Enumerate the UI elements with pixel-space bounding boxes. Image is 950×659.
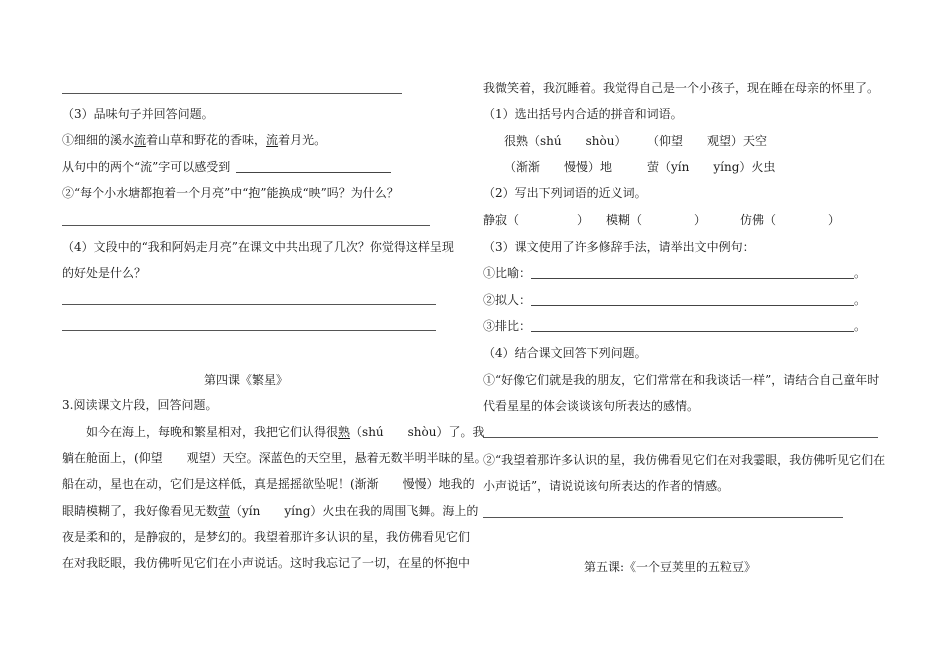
task-3-instruction: 3.阅读课文片段，回答问题。 (62, 398, 218, 412)
q4-line-2: 的好处是什么？ (62, 266, 147, 280)
answer-line[interactable] (62, 225, 430, 226)
underlined-word-liu: 流 (266, 133, 279, 147)
r-q3-personification: ②拟人： 。 (483, 293, 867, 307)
answer-line[interactable] (62, 93, 402, 94)
r-q2-title: （2）写出下列词语的近义词。 (483, 186, 647, 200)
underlined-word-liu: 流 (134, 133, 147, 147)
r-q4-2-line-1: ②“我望着那许多认识的星，我仿佛看见它们在对我霎眼，我仿佛听见它们在 (483, 453, 886, 467)
r-q4-1-line-2: 代看星星的体会谈谈该句所表达的感情。 (483, 399, 700, 413)
answer-line[interactable] (62, 304, 436, 305)
r-q3-title: （3）课文使用了许多修辞手法，请举出文中例句： (483, 240, 755, 254)
r-q1-option-ying[interactable]: 萤（yín yíng）火虫 (647, 160, 776, 174)
passage-line-4: 眼睛模糊了，我好像看见无数萤（yín yíng）火虫在我的周围飞舞。海上的 (62, 504, 479, 518)
answer-blank[interactable] (531, 265, 854, 279)
r-q1-title: （1）选出括号内合适的拼音和词语。 (483, 107, 683, 121)
answer-line[interactable] (483, 437, 878, 438)
passage-line-1: 如今在海上，每晚和繁星相对，我把它们认得很熟（shú shòu）了。我 (86, 425, 485, 439)
r-q2-word-mohu: 模糊（ ） (606, 213, 707, 227)
q3-sentence-1: ①细细的溪水流着山草和野花的香味，流着月光。 (62, 133, 327, 147)
q4-line-1: （4）文段中的“我和阿妈走月亮”在课文中共出现了几次？你觉得这样呈现 (62, 240, 454, 254)
answer-line[interactable] (483, 517, 843, 518)
lesson-5-title: 第五课:《一个豆荚里的五粒豆》 (584, 560, 757, 574)
answer-blank[interactable] (236, 159, 391, 173)
r-q1-option-jianjian[interactable]: （渐渐 慢慢）地 (504, 160, 613, 174)
lesson-4-title: 第四课《繁星》 (204, 373, 289, 387)
r-q4-title: （4）结合课文回答下列问题。 (483, 346, 647, 360)
r-q4-1-line-1: ①“好像它们就是我的朋友，它们常常在和我谈话一样”，请结合自己童年时 (483, 373, 880, 387)
r-q4-2-line-2: 小声说话”，请说说该句所表达的作者的情感。 (483, 479, 730, 493)
r-q2-word-fangfu: 仿佛（ ） (740, 213, 841, 227)
answer-blank[interactable] (531, 318, 854, 332)
q3-sentence-2: ②“每个小水塘都抱着一个月亮”中“抱”能换成“映”吗？为什么？ (62, 186, 399, 200)
q3-title: （3）品味句子并回答问题。 (62, 107, 214, 121)
answer-blank[interactable] (531, 292, 854, 306)
r-q3-parallelism: ③排比： 。 (483, 319, 867, 333)
r-q1-option-yangwang[interactable]: （仰望 观望）天空 (647, 134, 768, 148)
passage-line-5: 夜是柔和的，是静寂的，是梦幻的。我望着那许多认识的星，我仿佛看见它们 (62, 530, 471, 544)
q3-sentence-1-question: 从句中的两个“流”字可以感受到 (62, 159, 391, 175)
underlined-char-ying: 萤 (218, 504, 231, 518)
r-q3-metaphor: ①比喻： 。 (483, 266, 867, 280)
r-q2-word-jingji: 静寂（ ） (483, 213, 590, 227)
r-q1-option-shu[interactable]: 很熟（shú shòu） (504, 134, 627, 148)
passage-end: 我微笑着，我沉睡着。我觉得自己是一个小孩子，现在睡在母亲的怀里了。 (483, 81, 880, 95)
right-column (475, 0, 950, 659)
passage-line-2: 躺在舱面上，(仰望 观望）天空。深蓝色的天空里，悬着无数半明半昧的星。 (62, 451, 487, 465)
passage-line-3: 船在动，星也在动，它们是这样低，真是摇摇欲坠呢！(渐渐 慢慢）地我的 (62, 477, 475, 491)
passage-line-6: 在对我眨眼，我仿佛听见它们在小声说话。这时我忘记了一切，在星的怀抱中 (62, 556, 471, 570)
answer-line[interactable] (62, 330, 436, 331)
underlined-char-shu: 熟 (338, 425, 351, 439)
